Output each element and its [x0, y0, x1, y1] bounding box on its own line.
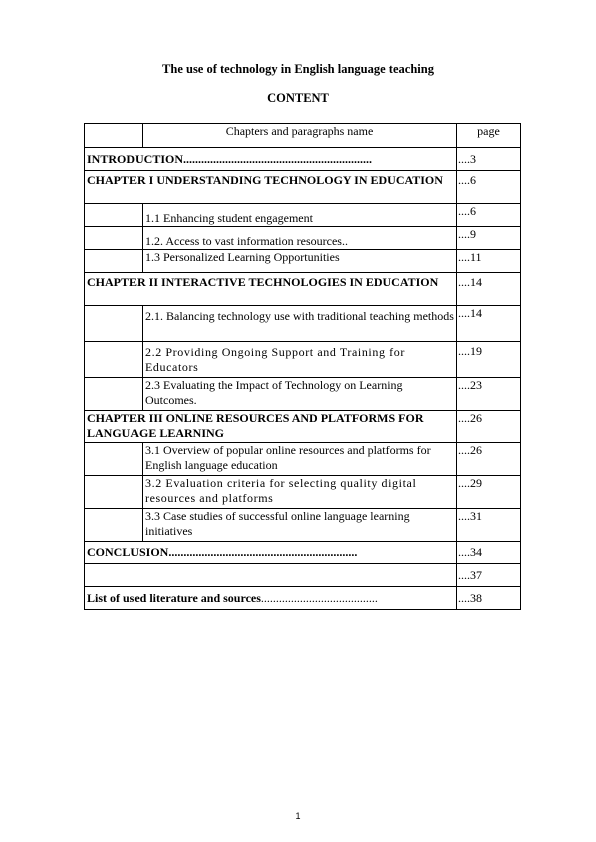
header-page: page: [457, 124, 521, 148]
toc-page-number: ....29: [457, 476, 521, 509]
toc-literature-label: [85, 587, 457, 610]
toc-page-number: ....38: [457, 587, 521, 610]
toc-section-label: 3.2 Evaluation criteria for selecting quality digital resources and platforms: [143, 476, 457, 509]
toc-chapter-label: CONCLUSION...............................................................: [85, 542, 457, 564]
table-row: [85, 171, 521, 204]
toc-page-number: ....26: [457, 411, 521, 443]
toc-section-label: 2.1. Balancing technology use with traditional teaching methods: [143, 306, 457, 342]
table-row: [85, 378, 521, 411]
toc-page-number: ....26: [457, 443, 521, 476]
table-row: [85, 542, 521, 564]
toc-page-number: ....3: [457, 148, 521, 171]
header-chapters: Chapters and paragraphs name: [143, 124, 457, 148]
toc-blank-cell: [85, 564, 457, 587]
table-row: [85, 306, 521, 342]
table-of-contents: [84, 123, 521, 610]
page-number: 1: [295, 811, 301, 821]
toc-section-label: 1.3 Personalized Learning Opportunities: [143, 250, 457, 273]
toc-page-number: ....14: [457, 273, 521, 306]
table-row: [85, 273, 521, 306]
toc-section-label: 2.2 Providing Ongoing Support and Training for Educators: [143, 342, 457, 378]
table-row: [85, 443, 521, 476]
toc-indent-cell: [85, 204, 143, 227]
table-row: [85, 148, 521, 171]
header-spacer-cell: [85, 124, 143, 148]
toc-indent-cell: [85, 306, 143, 342]
table-row: [85, 509, 521, 542]
table-row: [85, 204, 521, 227]
toc-indent-cell: [85, 509, 143, 542]
toc-section-label: 3.3 Case studies of successful online language learning initiatives: [143, 509, 457, 542]
toc-indent-cell: [85, 227, 143, 250]
toc-page-number: ....19: [457, 342, 521, 378]
toc-indent-cell: [85, 476, 143, 509]
toc-page-number: ....9: [457, 227, 521, 250]
toc-page-number: ....37: [457, 564, 521, 587]
table-row: [85, 564, 521, 587]
toc-section-label: 2.3 Evaluating the Impact of Technology on Learning Outcomes.: [143, 378, 457, 411]
table-row: [85, 476, 521, 509]
toc-chapter-label: CHAPTER I UNDERSTANDING TECHNOLOGY IN EDUCATION: [85, 171, 457, 204]
toc-chapter-label: INTRODUCTION...............................................................: [85, 148, 457, 171]
toc-section-label: 1.2. Access to vast information resources..: [143, 227, 457, 250]
toc-page-number: ....11: [457, 250, 521, 273]
toc-indent-cell: [85, 250, 143, 273]
literature-leader-dots: .......................................: [260, 590, 378, 605]
toc-page-number: ....6: [457, 204, 521, 227]
toc-chapter-label: CHAPTER II INTERACTIVE TECHNOLOGIES IN EDUCATION: [85, 273, 457, 306]
toc-indent-cell: [85, 443, 143, 476]
table-row: [85, 587, 521, 610]
table-row: [85, 342, 521, 378]
toc-indent-cell: [85, 342, 143, 378]
document-title: The use of technology in English language teaching: [162, 62, 434, 76]
toc-page-number: ....14: [457, 306, 521, 342]
table-row: [85, 250, 521, 273]
toc-page-number: ....23: [457, 378, 521, 411]
toc-chapter-label: CHAPTER III ONLINE RESOURCES AND PLATFORMS FOR LANGUAGE LEARNING: [85, 411, 457, 443]
table-header-row: [85, 124, 521, 148]
toc-section-label: 3.1 Overview of popular online resources and platforms for English language education: [143, 443, 457, 476]
toc-page-number: ....31: [457, 509, 521, 542]
content-heading: CONTENT: [267, 91, 329, 105]
literature-title: List of used literature and sources: [87, 590, 261, 605]
toc-section-label: 1.1 Enhancing student engagement: [143, 204, 457, 227]
toc-indent-cell: [85, 378, 143, 411]
toc-page-number: ....6: [457, 171, 521, 204]
table-row: [85, 411, 521, 443]
toc-page-number: ....34: [457, 542, 521, 564]
table-row: [85, 227, 521, 250]
